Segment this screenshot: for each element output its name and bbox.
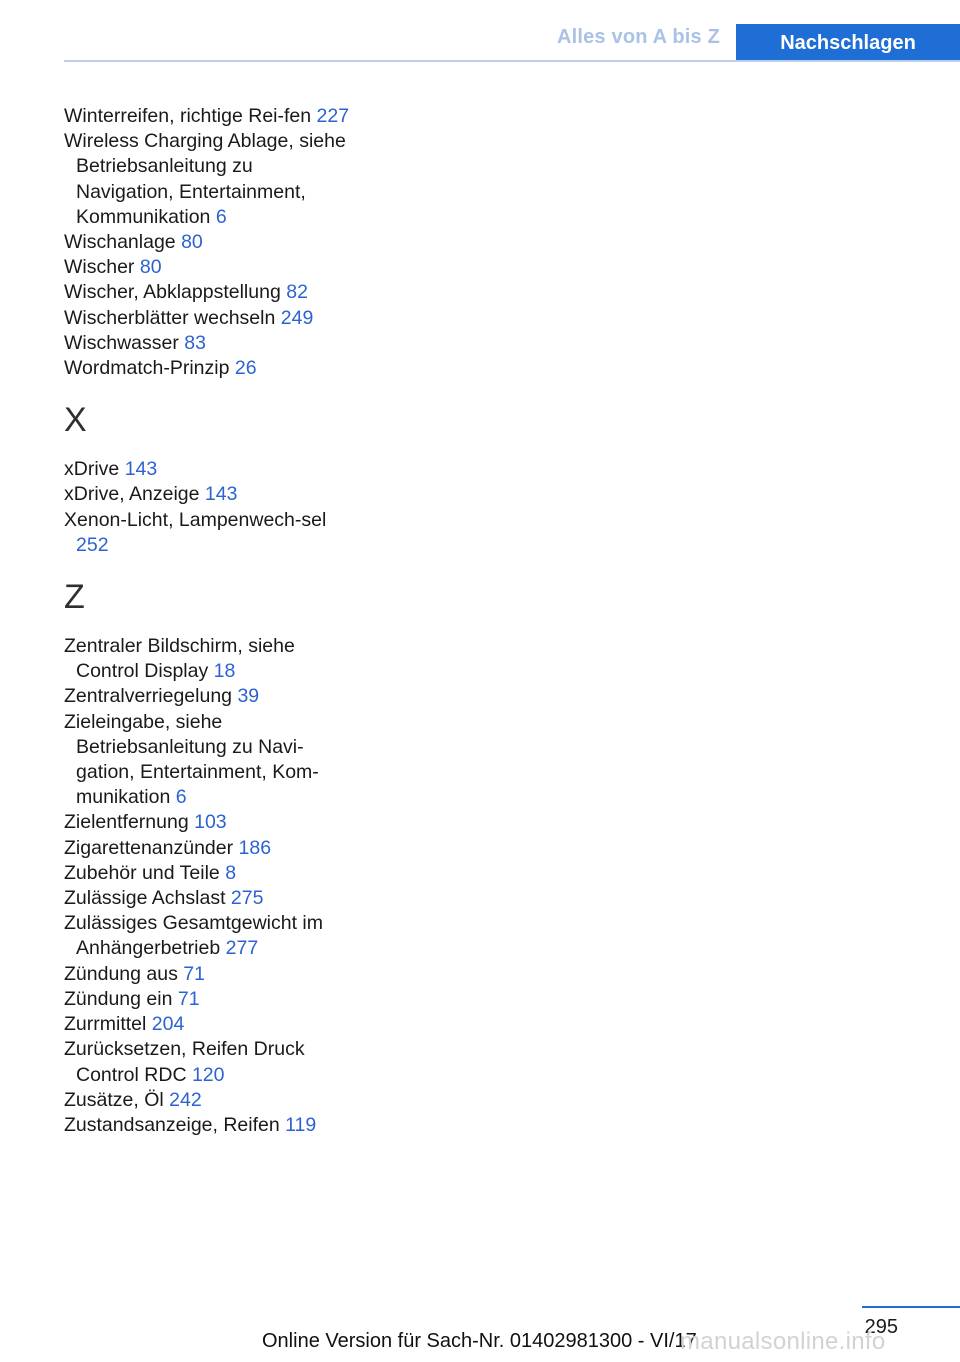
index-entry <box>64 962 354 987</box>
index-entry <box>64 684 354 709</box>
index-entry <box>64 129 354 230</box>
page-link[interactable]: 26 <box>234 357 257 380</box>
index-column <box>64 104 354 1138</box>
entry-text: Zündung aus <box>64 962 178 985</box>
index-entry <box>64 356 354 381</box>
index-entry <box>64 482 354 507</box>
index-entry <box>64 1088 354 1113</box>
page-link[interactable]: 71 <box>183 962 205 985</box>
entry-text: Zubehör und Teile <box>64 861 220 884</box>
entry-text: Wischwasser <box>64 331 179 354</box>
page-link[interactable]: 227 <box>316 105 350 127</box>
page-link[interactable]: 8 <box>225 861 237 884</box>
page-link[interactable]: 80 <box>139 256 162 279</box>
page-link[interactable]: 6 <box>175 786 187 809</box>
page-number: 295 <box>864 1316 898 1338</box>
page-link[interactable]: 83 <box>184 331 206 354</box>
entry-text: Xenon-Licht, Lampenwech-sel <box>64 508 327 531</box>
entry-text: Wischanlage <box>64 231 176 254</box>
index-entry <box>64 230 354 255</box>
entry-text: Wireless Charging Ablage, siehe Betriebsanleitung zu Navigation, Entertainment, Kommunikation <box>64 130 346 228</box>
index-entry <box>64 987 354 1012</box>
page-link[interactable]: 71 <box>177 987 200 1010</box>
page-link[interactable]: 39 <box>237 685 260 708</box>
footer-divider <box>862 1306 960 1308</box>
page-link[interactable]: 186 <box>238 836 272 859</box>
page-link[interactable]: 249 <box>280 306 314 329</box>
header-tab-nachschlagen: Nachschlagen <box>736 24 960 62</box>
index-entry <box>64 1012 354 1037</box>
page-link[interactable]: 277 <box>225 937 259 960</box>
header-section-title: Alles von A bis Z <box>556 26 720 48</box>
entry-text: Zusätze, Öl <box>64 1088 164 1111</box>
index-entry <box>64 255 354 280</box>
entry-text: Wischer, Abklappstellung <box>64 281 281 304</box>
index-entry <box>64 634 354 684</box>
entry-text: Zulässige Achslast <box>64 887 226 910</box>
letter-heading: X <box>64 401 87 440</box>
index-entry <box>64 861 354 886</box>
entry-text: Zieleingabe, siehe Betriebsanleitung zu Navi-gation, Entertainment, Kom-munikation <box>64 710 319 809</box>
entry-text: Wischer <box>64 256 135 279</box>
index-entry <box>64 836 354 861</box>
index-entry <box>64 306 354 331</box>
page-link[interactable]: 82 <box>286 281 308 304</box>
page-link[interactable]: 242 <box>169 1088 202 1111</box>
page-link[interactable]: 103 <box>194 811 227 834</box>
index-entry <box>64 710 354 811</box>
page-link[interactable]: 275 <box>230 887 264 910</box>
entry-text: Zurücksetzen, Reifen Druck Control RDC <box>64 1038 305 1086</box>
page-link[interactable]: 119 <box>285 1113 317 1136</box>
index-entry <box>64 886 354 911</box>
index-entry <box>64 508 354 558</box>
page-link[interactable]: 80 <box>181 231 203 254</box>
page-link[interactable]: 18 <box>213 660 236 683</box>
letter-heading: Z <box>64 578 85 617</box>
entry-text: Winterreifen, richtige Rei-fen <box>64 105 312 127</box>
index-entry <box>64 104 354 129</box>
entry-text: Zulässiges Gesamtgewicht im Anhängerbetrieb <box>64 912 324 960</box>
page-link[interactable]: 204 <box>151 1013 185 1036</box>
entry-text: Zentraler Bildschirm, siehe Control Display <box>64 635 295 683</box>
index-entry <box>64 1113 354 1138</box>
page-link[interactable]: 143 <box>124 458 158 481</box>
entry-text: Zielentfernung <box>64 811 189 834</box>
watermark: manualsonline.info <box>680 1328 886 1355</box>
entry-text: xDrive <box>64 458 120 481</box>
entry-text: Zündung ein <box>64 987 173 1010</box>
page-link[interactable]: 252 <box>76 533 109 556</box>
page-link[interactable]: 143 <box>204 483 238 506</box>
index-entry <box>64 810 354 835</box>
entry-text: Zurrmittel <box>64 1013 147 1036</box>
page-link[interactable]: 120 <box>191 1063 225 1086</box>
entry-text: Zigarettenanzünder <box>64 836 234 859</box>
index-entry <box>64 911 354 961</box>
entry-text: Wordmatch-Prinzip <box>64 357 230 380</box>
index-entry <box>64 457 354 482</box>
index-entry <box>64 280 354 305</box>
index-entry <box>64 1037 354 1087</box>
entry-text: Zustandsanzeige, Reifen <box>64 1113 280 1136</box>
entry-text: Zentralverriegelung <box>64 685 233 708</box>
entry-text: Wischerblätter wechseln <box>64 306 276 329</box>
page-link[interactable]: 6 <box>215 205 227 228</box>
footer-note: Online Version für Sach-Nr. 01402981300 - VI/17 <box>262 1330 697 1352</box>
entry-text: xDrive, Anzeige <box>64 483 200 506</box>
index-entry <box>64 331 354 356</box>
header-divider <box>64 60 960 62</box>
